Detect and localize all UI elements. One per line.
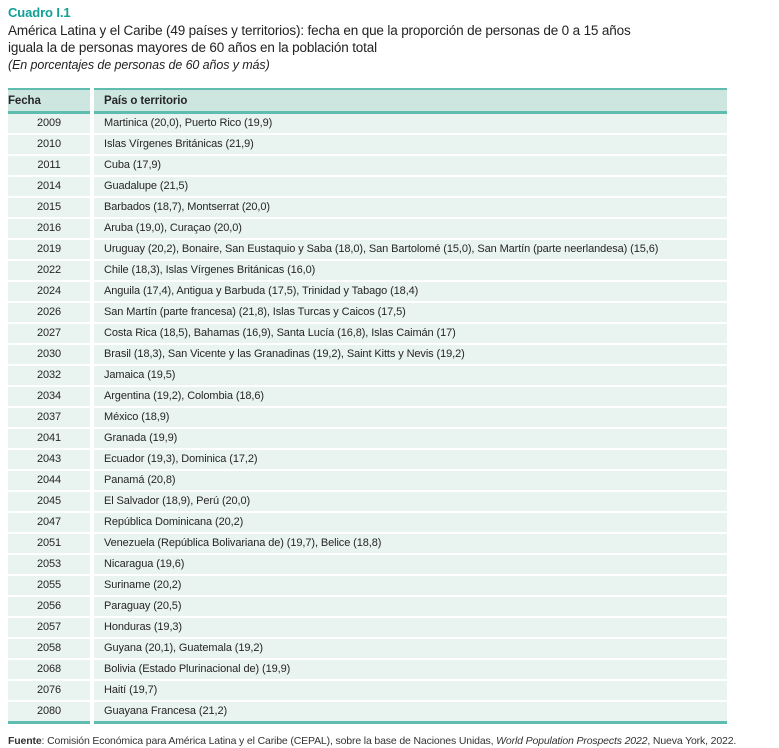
table-row (8, 344, 727, 365)
table-row (8, 197, 727, 218)
cell-pais: Paraguay (20,5) (92, 596, 727, 617)
cell-pais: Barbados (18,7), Montserrat (20,0) (92, 197, 727, 218)
cell-fecha: 2011 (8, 155, 92, 176)
column-header-fecha: Fecha (8, 89, 92, 113)
cell-fecha: 2009 (8, 113, 92, 135)
table-row (8, 596, 727, 617)
table-row (8, 470, 727, 491)
cell-pais: Uruguay (20,2), Bonaire, San Eustaquio y Saba (18,0), San Bartolomé (15,0), San Martín (parte neerlandesa) (15,6) (92, 239, 727, 260)
table-row (8, 134, 727, 155)
cell-fecha: 2010 (8, 134, 92, 155)
table-row (8, 680, 727, 701)
cell-fecha: 2034 (8, 386, 92, 407)
cell-fecha: 2058 (8, 638, 92, 659)
cell-pais: Argentina (19,2), Colombia (18,6) (92, 386, 727, 407)
table-title-line-1: América Latina y el Caribe (49 países y territorios): fecha en que la proporción de personas de 0 a 15 años (8, 23, 631, 38)
cell-pais: Jamaica (19,5) (92, 365, 727, 386)
table-row (8, 218, 727, 239)
cell-fecha: 2044 (8, 470, 92, 491)
cell-fecha: 2037 (8, 407, 92, 428)
table-title-line-2: iguala la de personas mayores de 60 años en la población total (8, 39, 377, 55)
cell-pais: Anguila (17,4), Antigua y Barbuda (17,5), Trinidad y Tabago (18,4) (92, 281, 727, 302)
table-row (8, 386, 727, 407)
table-row (8, 659, 727, 680)
table-row (8, 554, 727, 575)
table-row (8, 281, 727, 302)
cell-pais: Chile (18,3), Islas Vírgenes Británicas (16,0) (92, 260, 727, 281)
table-row (8, 323, 727, 344)
cell-pais: Bolivia (Estado Plurinacional de) (19,9) (92, 659, 727, 680)
table-row (8, 701, 727, 723)
table-row (8, 449, 727, 470)
table-row (8, 512, 727, 533)
cell-fecha: 2022 (8, 260, 92, 281)
source-note (8, 734, 779, 748)
table-row (8, 113, 727, 135)
data-table (8, 88, 727, 724)
cell-fecha: 2041 (8, 428, 92, 449)
cell-pais: Honduras (19,3) (92, 617, 727, 638)
cell-fecha: 2068 (8, 659, 92, 680)
table-row (8, 365, 727, 386)
cell-fecha: 2026 (8, 302, 92, 323)
cell-fecha: 2051 (8, 533, 92, 554)
cell-pais: Guyana (20,1), Guatemala (19,2) (92, 638, 727, 659)
cell-fecha: 2056 (8, 596, 92, 617)
source-text-post: , Nueva York, 2022. (647, 735, 737, 747)
cell-pais: Guayana Francesa (21,2) (92, 701, 727, 723)
source-text-pre: : Comisión Económica para América Latina y el Caribe (CEPAL), sobre la base de Naciones Unidas, (41, 735, 497, 747)
cell-pais: Granada (19,9) (92, 428, 727, 449)
table-row (8, 302, 727, 323)
cell-pais: Haití (19,7) (92, 680, 727, 701)
table-row (8, 176, 727, 197)
table-header-row (8, 89, 727, 113)
cell-fecha: 2032 (8, 365, 92, 386)
table-title (8, 23, 779, 56)
cell-pais: República Dominicana (20,2) (92, 512, 727, 533)
table-row (8, 617, 727, 638)
cell-pais: Islas Vírgenes Británicas (21,9) (92, 134, 727, 155)
cell-fecha: 2019 (8, 239, 92, 260)
table-row (8, 239, 727, 260)
source-label: Fuente (8, 735, 42, 747)
table-row (8, 428, 727, 449)
cell-pais: Martinica (20,0), Puerto Rico (19,9) (92, 113, 727, 135)
cell-fecha: 2057 (8, 617, 92, 638)
cell-fecha: 2045 (8, 491, 92, 512)
table-row (8, 575, 727, 596)
table-label: Cuadro I.1 (8, 5, 71, 20)
table-subtitle: (En porcentajes de personas de 60 años y más) (8, 58, 270, 72)
column-header-pais: País o territorio (92, 89, 727, 113)
cell-pais: Guadalupe (21,5) (92, 176, 727, 197)
table-body (8, 113, 727, 723)
cell-fecha: 2030 (8, 344, 92, 365)
cell-pais: México (18,9) (92, 407, 727, 428)
cell-fecha: 2016 (8, 218, 92, 239)
cell-fecha: 2014 (8, 176, 92, 197)
source-text-italic: World Population Prospects 2022 (496, 735, 648, 747)
cell-fecha: 2047 (8, 512, 92, 533)
cell-pais: Aruba (19,0), Curaçao (20,0) (92, 218, 727, 239)
cell-pais: Venezuela (República Bolivariana de) (19,7), Belice (18,8) (92, 533, 727, 554)
cell-fecha: 2015 (8, 197, 92, 218)
cell-fecha: 2080 (8, 701, 92, 723)
cell-fecha: 2053 (8, 554, 92, 575)
cell-pais: El Salvador (18,9), Perú (20,0) (92, 491, 727, 512)
table-row (8, 533, 727, 554)
cell-fecha: 2043 (8, 449, 92, 470)
table-row (8, 260, 727, 281)
table-row (8, 155, 727, 176)
cell-pais: Cuba (17,9) (92, 155, 727, 176)
cell-fecha: 2027 (8, 323, 92, 344)
table-row (8, 407, 727, 428)
cell-fecha: 2055 (8, 575, 92, 596)
table-header (8, 89, 727, 113)
cell-pais: San Martín (parte francesa) (21,8), Islas Turcas y Caicos (17,5) (92, 302, 727, 323)
cell-fecha: 2076 (8, 680, 92, 701)
cell-fecha: 2024 (8, 281, 92, 302)
table-row (8, 638, 727, 659)
cell-pais: Ecuador (19,3), Dominica (17,2) (92, 449, 727, 470)
table-row (8, 491, 727, 512)
cell-pais: Costa Rica (18,5), Bahamas (16,9), Santa Lucía (16,8), Islas Caimán (17) (92, 323, 727, 344)
cell-pais: Brasil (18,3), San Vicente y las Granadinas (19,2), Saint Kitts y Nevis (19,2) (92, 344, 727, 365)
cell-pais: Suriname (20,2) (92, 575, 727, 596)
cell-pais: Nicaragua (19,6) (92, 554, 727, 575)
cell-pais: Panamá (20,8) (92, 470, 727, 491)
